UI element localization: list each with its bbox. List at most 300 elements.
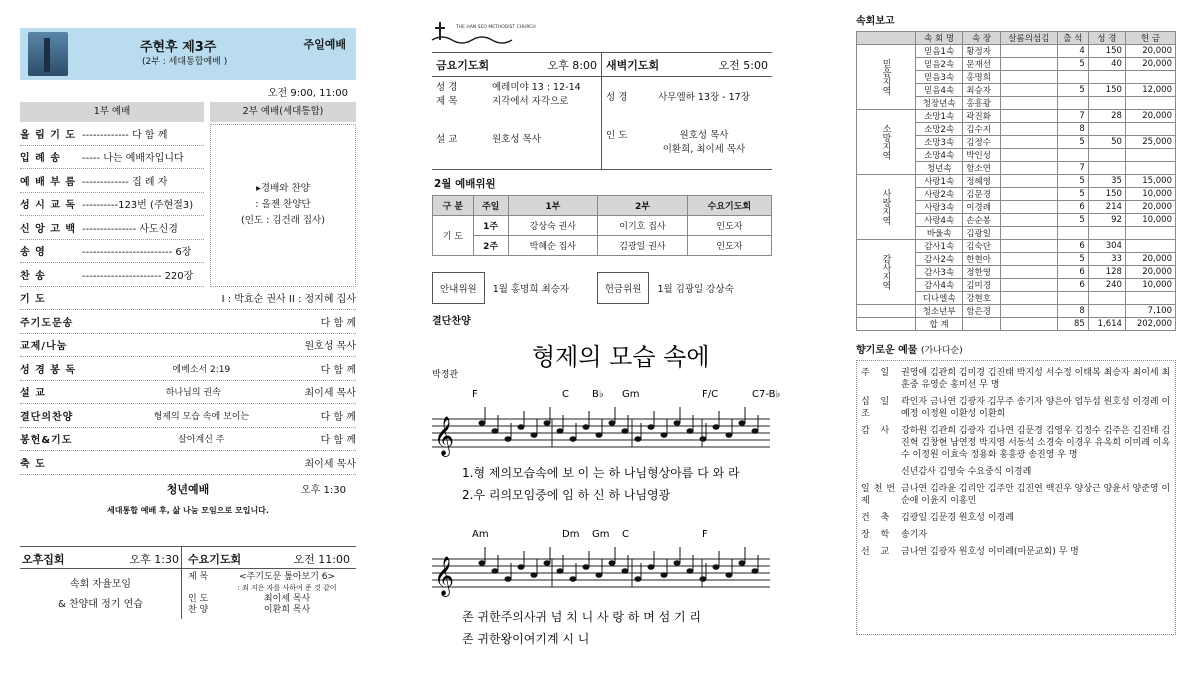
report-cell xyxy=(1088,227,1125,240)
order-label: 결단의찬양 xyxy=(20,411,74,423)
note xyxy=(752,428,759,434)
reports-section xyxy=(856,12,1176,635)
report-cell xyxy=(1000,45,1057,58)
feb-title: 2월 예배위원 xyxy=(432,169,772,195)
report-cell xyxy=(1057,292,1088,305)
friday-meeting xyxy=(432,53,602,169)
song-author: 박정관 xyxy=(432,370,459,380)
report-cell: 8 xyxy=(1057,123,1088,136)
feb-cell: 강상숙 권사 xyxy=(508,216,598,236)
gift-title-row xyxy=(856,341,1176,356)
feb-head-cell: 2부 xyxy=(598,196,688,216)
note xyxy=(622,428,629,434)
gift-row xyxy=(861,529,1171,541)
order-label: 교제/나눔 xyxy=(20,341,68,353)
note xyxy=(505,576,512,582)
service-heads xyxy=(20,102,356,122)
gift-category: 선 교 xyxy=(861,547,894,557)
report-cell: 6 xyxy=(1057,266,1088,279)
note xyxy=(583,564,590,570)
note xyxy=(661,572,668,578)
gift-category: 감 사 xyxy=(861,426,894,436)
note xyxy=(726,432,733,438)
report-cell: 바울속 xyxy=(916,227,963,240)
report-cell: 240 xyxy=(1088,279,1125,292)
order-leader: 다 함 께 xyxy=(320,317,356,329)
report-cell xyxy=(1057,227,1088,240)
report-cell xyxy=(1088,97,1125,110)
friday-dawn xyxy=(432,52,772,169)
afternoon-body xyxy=(20,569,181,615)
friday-time: 오후 8:00 xyxy=(547,59,597,72)
feb-cell: 2주 xyxy=(473,236,508,256)
dawn-label xyxy=(606,143,640,157)
gift-list xyxy=(856,360,1176,635)
report-cell xyxy=(1125,149,1175,162)
order-item: 하나님의 권속 xyxy=(165,388,221,399)
note xyxy=(531,572,538,578)
report-cell: 사랑1속 xyxy=(916,175,963,188)
note xyxy=(531,432,538,438)
gift-row xyxy=(861,425,1171,461)
chord-symbol: F/C xyxy=(702,389,719,400)
friday-row xyxy=(436,133,597,147)
report-cell xyxy=(1088,162,1125,175)
order-leader: 다 함 께 xyxy=(320,411,356,423)
order-value: ----- 나는 예배자입니다 xyxy=(82,153,184,165)
report-cell: 20,000 xyxy=(1125,58,1175,71)
feb-head-cell: 주일 xyxy=(473,196,508,216)
order-row xyxy=(20,169,204,193)
dawn-meeting xyxy=(602,53,772,169)
treble-clef-icon: 𝄞 xyxy=(434,416,455,456)
second-service-note xyxy=(210,124,356,287)
report-cell: 304 xyxy=(1088,240,1125,253)
report-cell: 한현아 xyxy=(963,253,1001,266)
report-cell: 92 xyxy=(1088,214,1125,227)
bulletin-header xyxy=(20,28,356,80)
order-row xyxy=(20,122,204,146)
wednesday-row xyxy=(188,583,350,594)
note xyxy=(609,560,616,566)
wednesday-time: 오전 11:00 xyxy=(293,552,350,566)
report-cell: 6 xyxy=(1057,240,1088,253)
feb-cell: 이기호 집사 xyxy=(598,216,688,236)
order-label: 봉헌&기도 xyxy=(20,435,73,447)
report-cell: 25,000 xyxy=(1125,136,1175,149)
report-cell xyxy=(1000,266,1057,279)
note xyxy=(570,576,577,582)
chord-symbol: F xyxy=(702,529,708,540)
afternoon-line: & 찬양대 정기 연습 xyxy=(58,598,143,610)
report-cell xyxy=(1000,110,1057,123)
order-row xyxy=(20,240,204,264)
note xyxy=(739,420,746,426)
report-cell: 소망4속 xyxy=(916,149,963,162)
dawn-row xyxy=(606,91,768,105)
note-line: : 올젠 찬양단 xyxy=(255,199,311,211)
note xyxy=(557,568,564,574)
friday-row xyxy=(436,81,597,95)
dawn-head xyxy=(602,53,772,77)
report-cell: 5 xyxy=(1057,188,1088,201)
afternoon-section xyxy=(20,546,356,619)
integration-note: 세대통합 예배 후, 삶 나눔 모임으로 모입니다. xyxy=(107,505,269,515)
report-cell xyxy=(1057,71,1088,84)
youth-row-cell xyxy=(1000,305,1057,318)
report-cell: 20,000 xyxy=(1125,253,1175,266)
report-cell xyxy=(1000,84,1057,97)
feb-body xyxy=(433,216,772,256)
gift-subtitle: (가나다순) xyxy=(920,346,963,356)
report-cell: 최승자 xyxy=(963,84,1001,97)
youth-row xyxy=(857,305,1176,318)
report-cell: 곽진화 xyxy=(963,110,1001,123)
region-col-head xyxy=(857,32,916,45)
order-value: ------------------------- 6장 xyxy=(82,247,192,259)
feb-cell: 1주 xyxy=(473,216,508,236)
order-label: 축 도 xyxy=(20,458,46,470)
wednesday-value: : 죄 지은 자를 사하여 준 것 같이 xyxy=(237,583,337,592)
report-head-row xyxy=(857,32,1176,45)
gift-names: 권영애 김관희 김미경 김진태 박지성 서수정 이태복 최승자 최이세 최훈중 유영순 홍미선 무 명 xyxy=(901,368,1171,390)
report-cell xyxy=(1000,123,1057,136)
friday-value: 예레미야 13 : 12-14 xyxy=(492,82,581,93)
report-head-cell: 속 장 xyxy=(963,32,1001,45)
order-label: 신 앙 고 백 xyxy=(20,223,77,235)
chord-symbol: C xyxy=(562,389,569,400)
order-leader: 원호성 목사 xyxy=(304,341,356,353)
feb-row xyxy=(433,216,772,236)
order-row xyxy=(20,381,356,405)
report-row xyxy=(857,45,1176,58)
gift-names: 김광일 김문경 원호성 이경례 xyxy=(901,513,1014,523)
order-item: 형제의 모습 속에 보이는 xyxy=(153,411,250,422)
order-row xyxy=(20,146,204,170)
order-list-first xyxy=(20,122,204,287)
staff-top xyxy=(432,389,780,457)
report-cell: 정혜영 xyxy=(963,175,1001,188)
song-title: 형제의 모습 속에 xyxy=(532,343,710,371)
note xyxy=(557,428,564,434)
report-cell: 소망1속 xyxy=(916,110,963,123)
church-logo-icon xyxy=(432,18,552,44)
report-cell: 손순봉 xyxy=(963,214,1001,227)
note xyxy=(661,432,668,438)
report-cell xyxy=(1000,175,1057,188)
dawn-time: 오전 5:00 xyxy=(718,59,768,72)
report-cell: 김수지 xyxy=(963,123,1001,136)
report-head-cell: 살롬의섬김 xyxy=(1000,32,1057,45)
order-row xyxy=(20,451,356,475)
report-cell: 12,000 xyxy=(1125,84,1175,97)
youth-row-cell: 함은경 xyxy=(963,305,1001,318)
report-cell: 문재선 xyxy=(963,58,1001,71)
report-cell: 20,000 xyxy=(1125,201,1175,214)
order-value: ------------- 집 례 자 xyxy=(82,176,168,188)
report-cell xyxy=(1057,149,1088,162)
gift-category: 건 축 xyxy=(861,513,894,523)
gift-category: 주 일 xyxy=(861,368,894,378)
region-name: 사랑지역 xyxy=(857,175,916,240)
report-cell xyxy=(1000,253,1057,266)
report-cell: 함소연 xyxy=(963,162,1001,175)
lyric-line-4: 존 귀한왕이여기계 시 니 xyxy=(462,632,590,646)
order-row xyxy=(20,404,356,428)
report-cell: 이경례 xyxy=(963,201,1001,214)
chord-symbol: C7-B♭ xyxy=(752,389,781,400)
report-cell xyxy=(1000,136,1057,149)
report-cell: 214 xyxy=(1088,201,1125,214)
order-label: 기 도 xyxy=(20,294,46,306)
note xyxy=(687,568,694,574)
note xyxy=(479,420,486,426)
total-row-cell: 1,614 xyxy=(1088,318,1125,331)
report-cell: 홍명희 xyxy=(963,71,1001,84)
order-row xyxy=(20,428,356,452)
logo-text: THE HAN SEO METHODIST CHURCH xyxy=(456,25,536,30)
feb-cell: 박혜순 집사 xyxy=(508,236,598,256)
order-row xyxy=(20,310,356,334)
gift-row xyxy=(861,546,1171,558)
report-cell: 10,000 xyxy=(1125,188,1175,201)
report-cell: 감사4속 xyxy=(916,279,963,292)
offering-label: 헌금위원 xyxy=(597,272,650,304)
order-label: 주기도문송 xyxy=(20,317,74,329)
report-cell xyxy=(1000,149,1057,162)
report-cell: 20,000 xyxy=(1125,110,1175,123)
report-cell: 6 xyxy=(1057,201,1088,214)
report-cell: 감사3속 xyxy=(916,266,963,279)
report-cell: 사랑2속 xyxy=(916,188,963,201)
report-cell: 5 xyxy=(1057,84,1088,97)
report-cell: 7 xyxy=(1057,162,1088,175)
ushers-row xyxy=(432,272,772,304)
feb-head-cell: 1부 xyxy=(508,196,598,216)
report-cell: 4 xyxy=(1057,45,1088,58)
note xyxy=(596,432,603,438)
afternoon-time: 오후 1:30 xyxy=(129,552,179,566)
dawn-value: 원호성 목사 xyxy=(679,130,729,141)
note xyxy=(544,420,551,426)
report-cell xyxy=(1125,97,1175,110)
gift-category xyxy=(861,466,901,478)
note xyxy=(518,564,525,570)
order-row xyxy=(20,287,356,311)
order-leader: 최이세 목사 xyxy=(304,458,356,470)
report-cell xyxy=(1088,149,1125,162)
order-value: ---------------------- 220장 xyxy=(82,270,194,282)
wednesday-row xyxy=(188,572,350,583)
note xyxy=(674,420,681,426)
dawn-label: 성 경 xyxy=(606,92,628,103)
report-head-cell: 출 석 xyxy=(1057,32,1088,45)
report-cell: 10,000 xyxy=(1125,214,1175,227)
report-cell: 사랑3속 xyxy=(916,201,963,214)
report-cell: 김미경 xyxy=(963,279,1001,292)
report-cell xyxy=(1057,97,1088,110)
order-list-common xyxy=(20,287,356,475)
note xyxy=(687,428,694,434)
note xyxy=(635,436,642,442)
report-cell: 감사2속 xyxy=(916,253,963,266)
note xyxy=(726,572,733,578)
report-cell xyxy=(1125,240,1175,253)
wednesday-value: <주기도문 톺아보기 6> xyxy=(238,571,336,582)
friday-rows xyxy=(432,77,601,169)
note xyxy=(752,568,759,574)
region-name: 소망지역 xyxy=(857,110,916,175)
note xyxy=(570,436,577,442)
report-cell xyxy=(1125,123,1175,136)
chord-symbol: B♭ xyxy=(592,389,604,400)
note xyxy=(518,424,525,430)
report-cell: 믿음4속 xyxy=(916,84,963,97)
afternoon-title: 오후집회 xyxy=(22,552,65,566)
usher-label: 안내위원 xyxy=(432,272,485,304)
note-line: (인도 : 김건래 집사) xyxy=(241,215,325,227)
report-cell xyxy=(1000,188,1057,201)
total-row-cell: 85 xyxy=(1057,318,1088,331)
gift-names: 금나연 김광자 원호성 이미례(미문교회) 무 명 xyxy=(901,547,1079,557)
friday-title: 금요기도회 xyxy=(436,59,490,72)
report-cell: 20,000 xyxy=(1125,266,1175,279)
report-cell: 박인성 xyxy=(963,149,1001,162)
note xyxy=(544,560,551,566)
first-service-head: 1부 예배 xyxy=(20,102,204,122)
report-cell: 김숙단 xyxy=(963,240,1001,253)
report-cell: 믿음1속 xyxy=(916,45,963,58)
report-cell xyxy=(1000,201,1057,214)
report-cell: 150 xyxy=(1088,84,1125,97)
report-cell: 15,000 xyxy=(1125,175,1175,188)
note xyxy=(635,576,642,582)
gift-names: 금나연 김라윤 김리안 김주안 김진연 백진우 양상근 양윤서 양준영 이순애 이윤지 이홍민 xyxy=(901,484,1171,506)
report-cell: 5 xyxy=(1057,175,1088,188)
gift-title: 향기로운 예물 xyxy=(856,345,918,356)
report-cell: 150 xyxy=(1088,45,1125,58)
gift-category: 장 학 xyxy=(861,530,894,540)
report-cell: 디나엘속 xyxy=(916,292,963,305)
report-cell xyxy=(1088,71,1125,84)
feb-cell: 김광일 권사 xyxy=(598,236,688,256)
order-leader: I : 박효순 권사 II : 정지혜 집사 xyxy=(221,294,356,306)
note xyxy=(713,564,720,570)
report-cell xyxy=(1000,214,1057,227)
note xyxy=(492,428,499,434)
gift-names: 신년감사 김영숙 수요중식 이경례 xyxy=(901,467,1032,477)
note xyxy=(700,576,707,582)
gift-row xyxy=(861,367,1171,391)
order-top xyxy=(20,122,356,287)
chord-symbol: Gm xyxy=(622,389,640,400)
youth-row-cell: 8 xyxy=(1057,305,1088,318)
wednesday-label: 찬 양 xyxy=(188,604,209,615)
report-cell: 150 xyxy=(1088,188,1125,201)
chord-symbol: Am xyxy=(472,529,489,540)
dawn-row xyxy=(606,129,768,143)
friday-value: 지각에서 자각으로 xyxy=(492,96,569,107)
afternoon-line: 속회 자율모임 xyxy=(69,578,132,590)
report-cell: 소망3속 xyxy=(916,136,963,149)
service-name: 주일예배 xyxy=(303,38,346,51)
wednesday-rows xyxy=(182,569,356,619)
order-label: 찬 송 xyxy=(20,270,46,282)
dawn-row xyxy=(606,143,768,157)
lyric-line-2: 2.우 리의모임중에 임 하 신 하 나님영광 xyxy=(462,488,671,502)
report-row xyxy=(857,110,1176,123)
note xyxy=(583,424,590,430)
wednesday-label: 인 도 xyxy=(188,593,209,604)
report-cell: 5 xyxy=(1057,136,1088,149)
order-label: 설 교 xyxy=(20,388,46,400)
note xyxy=(648,564,655,570)
order-item: 에베소서 2:19 xyxy=(172,364,231,375)
order-value: ------------- 다 함 께 xyxy=(82,129,168,141)
chord-symbol: Dm xyxy=(562,529,580,540)
order-value: ----------123번 (주현절3) xyxy=(82,200,194,212)
note xyxy=(648,424,655,430)
report-cell: 50 xyxy=(1088,136,1125,149)
report-cell: 홍흥광 xyxy=(963,97,1001,110)
report-cell: 5 xyxy=(1057,253,1088,266)
feb-head-cell: 구 분 xyxy=(433,196,474,216)
order-label: 입 례 송 xyxy=(20,153,61,165)
order-label: 예 배 부 름 xyxy=(20,176,77,188)
report-cell: 7 xyxy=(1057,110,1088,123)
dawn-rows xyxy=(602,77,772,157)
feb-head-cell: 수요기도회 xyxy=(687,196,771,216)
report-cell xyxy=(1125,227,1175,240)
total-row-cell xyxy=(963,318,1001,331)
report-cell xyxy=(1000,97,1057,110)
report-cell xyxy=(1000,240,1057,253)
region-name: 믿음지역 xyxy=(857,45,916,110)
report-cell xyxy=(1125,71,1175,84)
youth-title: 청년예배 xyxy=(166,482,210,496)
gift-row xyxy=(861,512,1171,524)
gift-row xyxy=(861,396,1171,420)
youth-row-cell xyxy=(1088,305,1125,318)
youth-row-cell: 청소년부 xyxy=(916,305,963,318)
gift-category: 일천번제 xyxy=(861,484,900,506)
report-cell xyxy=(1125,162,1175,175)
weekday-section xyxy=(432,18,781,667)
note xyxy=(700,436,707,442)
song-section-title: 결단찬양 xyxy=(432,316,471,327)
week-subtitle: (2부 : 세대통합예배 ) xyxy=(142,57,228,67)
report-cell: 청장년속 xyxy=(916,97,963,110)
wednesday-head xyxy=(182,547,356,569)
report-cell xyxy=(1000,227,1057,240)
total-row xyxy=(857,318,1176,331)
wednesday-value: 최이세 목사 xyxy=(263,593,311,604)
gift-names: 송기자 xyxy=(901,530,928,540)
sunday-service-section xyxy=(20,28,356,619)
note xyxy=(505,436,512,442)
report-cell: 33 xyxy=(1088,253,1125,266)
gift-row xyxy=(861,466,1171,478)
report-cell xyxy=(1088,292,1125,305)
report-head-cell: 속 회 명 xyxy=(916,32,963,45)
feb-cell: 인도자 xyxy=(687,216,771,236)
total-row-cell: 합 계 xyxy=(916,318,963,331)
dawn-label: 인 도 xyxy=(606,130,628,141)
order-leader: 최이세 목사 xyxy=(304,388,356,400)
report-row xyxy=(857,240,1176,253)
report-head-cell: 성 경 xyxy=(1088,32,1125,45)
report-cell: 128 xyxy=(1088,266,1125,279)
